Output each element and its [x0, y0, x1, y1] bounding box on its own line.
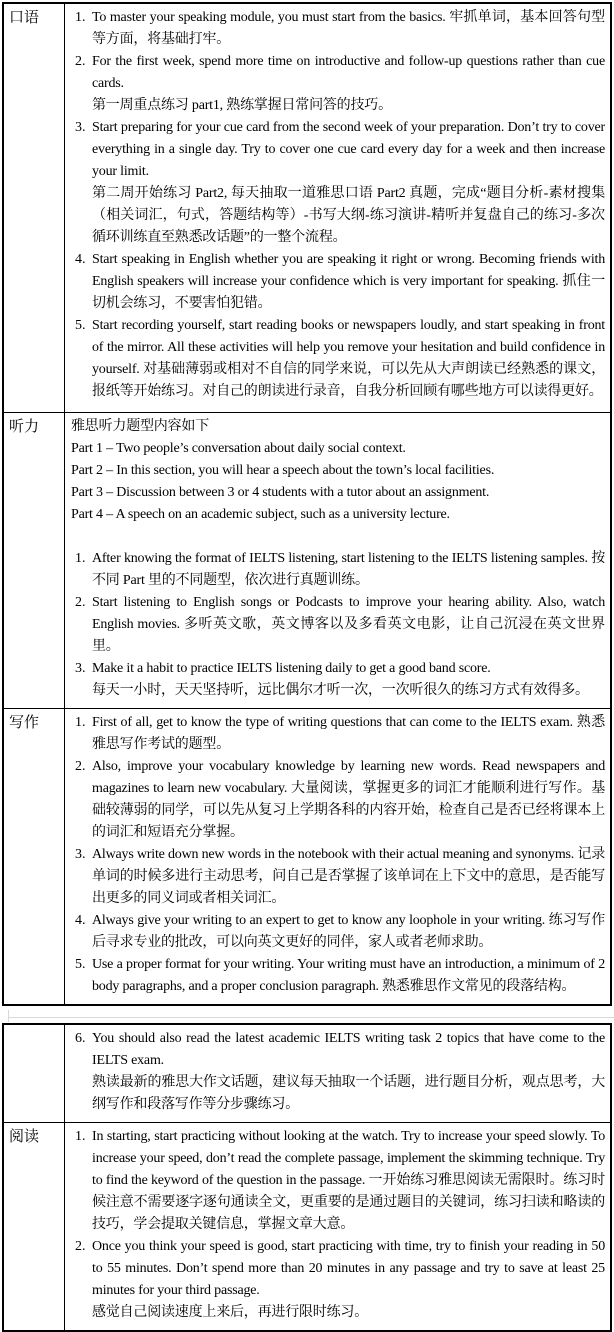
- list-item: [75, 117, 605, 249]
- list-item: [75, 658, 605, 702]
- intro-paragraph: [71, 526, 605, 548]
- list-item-body: [92, 844, 605, 910]
- list-item-paragraph: Always give your writing to an expert to get to know any loophole in your writing. 练习写作后寻求专业的批改，可以向英文更好的同伴，家人或者老师求助。: [92, 913, 605, 950]
- list-item: [75, 51, 605, 117]
- page-break-tick: [8, 1010, 9, 1022]
- list-item-body: [92, 658, 605, 702]
- list-item-body: [92, 1236, 605, 1324]
- list-item-body: [92, 7, 605, 51]
- list-item-body: [92, 315, 605, 403]
- section-content: [65, 1025, 610, 1122]
- list-item: [75, 756, 605, 844]
- section-content: [65, 413, 610, 708]
- list-item-body: [92, 592, 605, 658]
- list-item: [75, 548, 605, 592]
- list-item-paragraph: Use a proper format for your writing. Your writing must have an introduction, a minimum of 2 body paragraphs, and a proper conclusion paragraph. 熟悉雅思作文常见的段落结构。: [92, 957, 605, 994]
- list-item-paragraph: To master your speaking module, you must start from the basics. 牢抓单词，基本回答句型等方面，将基础打牢。: [92, 10, 605, 47]
- list-item: [75, 1236, 605, 1324]
- intro-paragraph: Part 1 – Two people’s conversation about daily social context.: [71, 441, 406, 456]
- list-item-paragraph: Start recording yourself, start reading books or newspapers loudly, and start speaking in front of the mirror. All these activities will help you remove your hesitation and build confidence in yourself. 对基础薄弱或相对不自信的同学来说，可以先从大声朗读已经熟悉的课文，报纸等开始练习。对自己的朗读进行录音，自我分析回顾有哪些地方可以读得更好。: [92, 318, 605, 399]
- list-item-body: [92, 51, 605, 117]
- table-row: [4, 4, 610, 412]
- list-item-number: 3.: [75, 120, 86, 135]
- list-item-paragraph: Once you think your speed is good, start practicing with time, try to finish your reading in 50 to 55 minutes. Don’t spend more than 20 minutes in any passage and try to save at least 25 minutes for your third passage.: [92, 1239, 605, 1298]
- section-label: 口语: [4, 4, 65, 412]
- list-item-paragraph: You should also read the latest academic IELTS writing task 2 topics that have come to the IELTS exam.: [92, 1031, 605, 1068]
- section-label: [4, 1025, 65, 1122]
- list-item-number: 1.: [75, 10, 86, 25]
- list-item-number: 1.: [75, 715, 86, 730]
- list-item-body: [92, 712, 605, 756]
- list-item: [75, 844, 605, 910]
- intro-paragraph: Part 2 – In this section, you will hear a speech about the town’s local facilities.: [71, 463, 495, 478]
- list-item-paragraph: 熟读最新的雅思大作文话题，建议每天抽取一个话题，进行题目分析，观点思考，大纲写作和段落写作等分步骤练习。: [92, 1075, 605, 1112]
- section-content: [65, 1123, 610, 1330]
- table-row: [4, 412, 610, 708]
- intro-paragraph: Part 4 – A speech on an academic subject, such as a university lecture.: [71, 507, 450, 522]
- list-item-paragraph: Start preparing for your cue card from the second week of your preparation. Don’t try to cover everything in a single day. Try to cover one cue card every day for a week and then increase your limit.: [92, 120, 605, 179]
- list-item: [75, 1126, 605, 1236]
- list-item-number: 3.: [75, 661, 86, 676]
- list-item: [75, 7, 605, 51]
- list-item-body: [92, 756, 605, 844]
- document-page: [0, 2, 614, 1320]
- list-item-body: [92, 1028, 605, 1116]
- list-item: [75, 249, 605, 315]
- list-item-paragraph: For the first week, spend more time on introductive and follow-up questions rather than cue cards.: [92, 54, 605, 91]
- list-item: [75, 954, 605, 998]
- list-item-number: 2.: [75, 54, 86, 69]
- list-item-paragraph: 第二周开始练习 Part2, 每天抽取一道雅思口语 Part2 真题，完成“题目分析-素材搜集（相关词汇，句式，答题结构等）-书写大纲-练习演讲-精听并复盘自己的练习-多次循环训练直至熟悉改话题”的一整个流程。: [92, 186, 605, 245]
- list-item: [75, 592, 605, 658]
- list-item: [75, 1028, 605, 1116]
- table-row: [4, 708, 610, 1004]
- list-item-paragraph: Also, improve your vocabulary knowledge by learning new words. Read newspapers and magazines to learn new vocabulary. 大量阅读，掌握更多的词汇才能顺利进行写作。基础较薄弱的同学，可以先从复习上学期各科的内容开始，检查自己是否已经将课本上的词汇和短语充分掌握。: [92, 759, 605, 840]
- section-label: 阅读: [4, 1123, 65, 1330]
- list-item-body: [92, 117, 605, 249]
- list-item-body: [92, 954, 605, 998]
- list-item-paragraph: Make it a habit to practice IELTS listening daily to get a good band score.: [92, 661, 491, 676]
- list-item: [75, 315, 605, 403]
- section-content: [65, 709, 610, 1004]
- intro-paragraph: Part 3 – Discussion between 3 or 4 students with a tutor about an assignment.: [71, 485, 490, 500]
- list-item-number: 1.: [75, 1129, 86, 1144]
- list-item-number: 5.: [75, 318, 86, 333]
- list-item-body: [92, 910, 605, 954]
- section-content: [65, 4, 610, 412]
- list-item-number: 1.: [75, 551, 86, 566]
- list-item-paragraph: 每天一小时，天天坚持听，远比偶尔才听一次，一次听很久的练习方式有效得多。: [92, 683, 589, 698]
- list-item: [75, 910, 605, 954]
- list-item-body: [92, 1126, 605, 1236]
- list-item-body: [92, 249, 605, 315]
- list-item-number: 2.: [75, 1239, 86, 1254]
- list-item-paragraph: In starting, start practicing without looking at the watch. Try to increase your speed slowly. To increase your speed, don’t read the complete passage, implement the skimming technique. Try to find the keyword of the question in the passage. 一开始练习雅思阅读无需限时。练习时候注意不需要逐字逐句通读全文，更重要的是通过题目的关键词，练习扫读和略读的技巧，学会提取关键信息，掌握文章大意。: [92, 1129, 605, 1232]
- section-label: 听力: [4, 413, 65, 708]
- list-item-paragraph: Start speaking in English whether you are speaking it right or wrong. Becoming friends with English speakers will increase your confidence which is very important for speaking. 抓住一切机会练习，不要害怕犯错。: [92, 252, 605, 311]
- list-item-number: 5.: [75, 957, 86, 972]
- intro-paragraph: 雅思听力题型内容如下: [71, 419, 209, 434]
- list-item-number: 4.: [75, 252, 86, 267]
- list-item: [75, 712, 605, 756]
- list-item-paragraph: First of all, get to know the type of writing questions that can come to the IELTS exam. 熟悉雅思写作考试的题型。: [92, 715, 605, 752]
- list-item-number: 2.: [75, 759, 86, 774]
- table-row: [4, 1122, 610, 1330]
- ielts-study-plan-table-1: [2, 2, 612, 1006]
- ielts-study-plan-table-2: [2, 1023, 612, 1332]
- list-item-number: 3.: [75, 847, 86, 862]
- list-item-paragraph: 感觉自己阅读速度上来后，再进行限时练习。: [92, 1305, 368, 1320]
- list-item-paragraph: 第一周重点练习 part1, 熟练掌握日常问答的技巧。: [92, 98, 392, 113]
- list-item-number: 6.: [75, 1031, 86, 1046]
- page-break-gap: [0, 1006, 614, 1023]
- list-item-paragraph: Always write down new words in the notebook with their actual meaning and synonyms. 记录单词的时候多进行主动思考，问自己是否掌握了该单词在上下文中的意思，是否能写出更多的同义词或者相关词汇。: [92, 847, 605, 906]
- list-item-body: [92, 548, 605, 592]
- section-label: 写作: [4, 709, 65, 1004]
- list-item-paragraph: After knowing the format of IELTS listening, start listening to the IELTS listening samples. 按不同 Part 里的不同题型，依次进行真题训练。: [92, 551, 605, 588]
- list-item-number: 4.: [75, 913, 86, 928]
- list-item-paragraph: Start listening to English songs or Podcasts to improve your hearing ability. Also, watch English movies. 多听英文歌，英文博客以及多看英文电影，让自己沉浸在英文世界里。: [92, 595, 605, 654]
- list-item-number: 2.: [75, 595, 86, 610]
- page-break-gridline: [8, 1017, 614, 1018]
- table-row: [4, 1025, 610, 1122]
